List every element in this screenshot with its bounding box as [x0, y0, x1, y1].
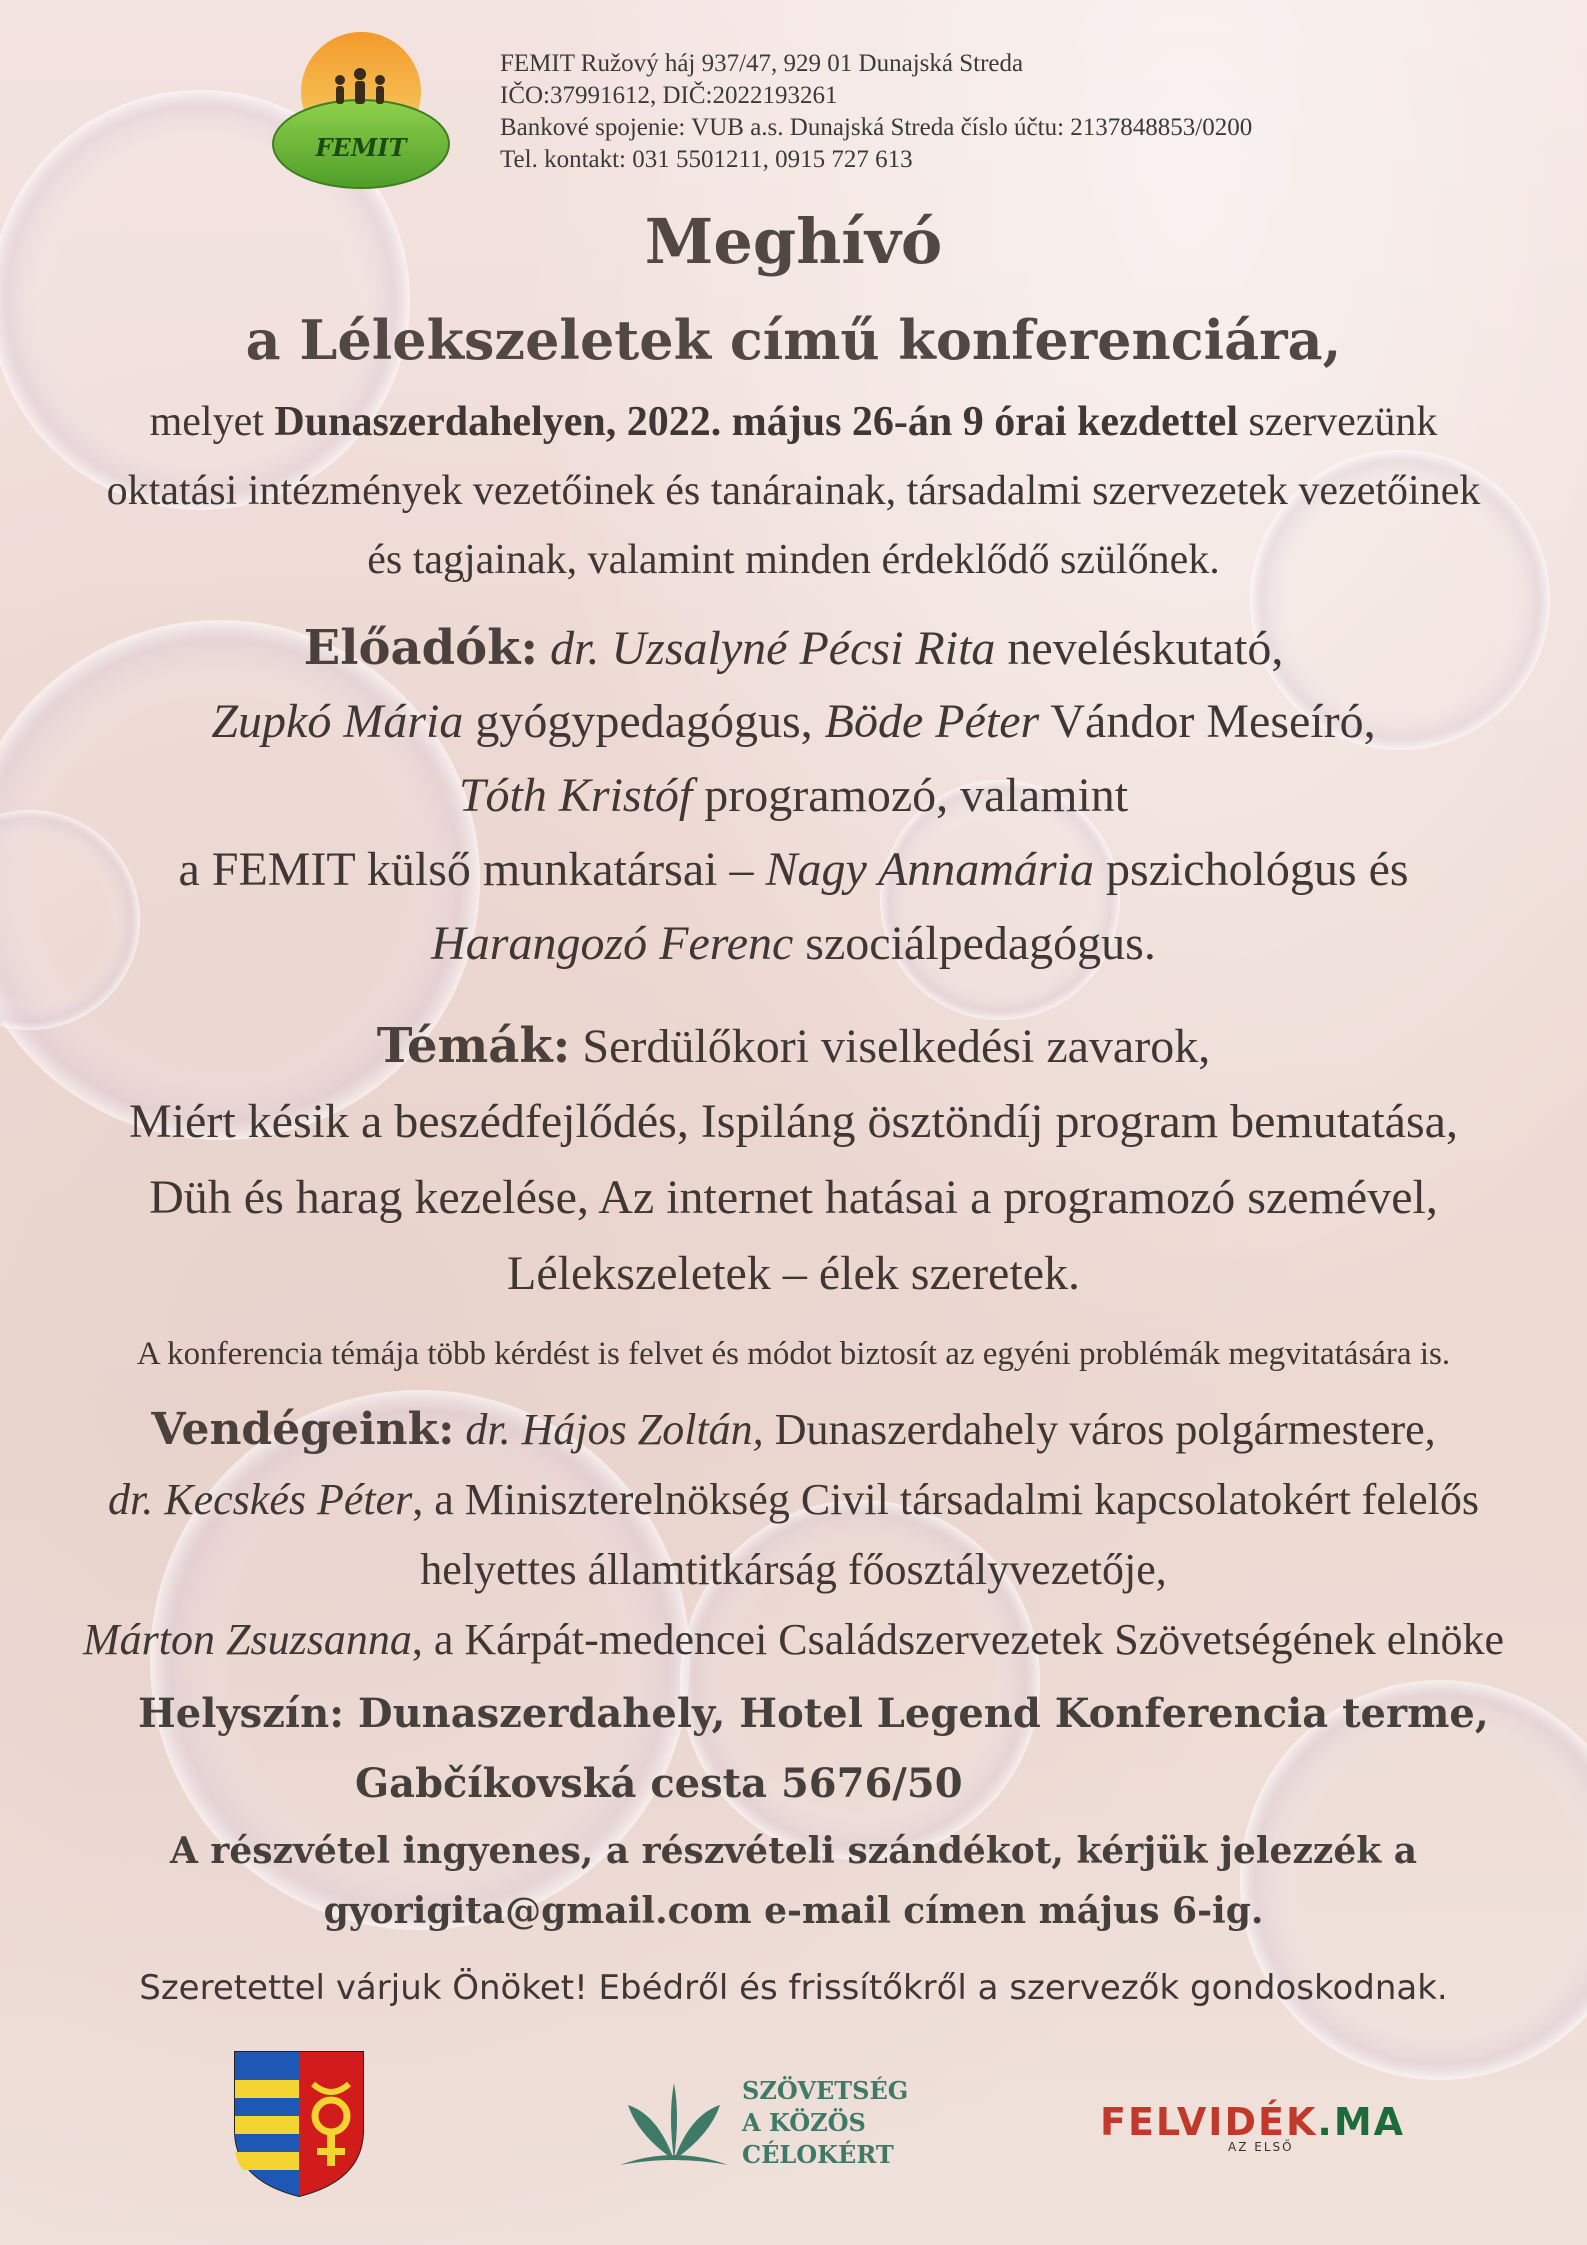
speaker-name: Nagy Annamária	[765, 843, 1094, 896]
felvidek-logo-tagline: AZ ELSŐ	[1228, 2140, 1294, 2154]
page-subtitle: a Lélekszeletek című konferenciára,	[245, 308, 1342, 372]
felvidek-logo-domain: .MA	[1317, 2100, 1406, 2144]
speaker-lead: a FEMIT külső munkatársai –	[178, 843, 754, 896]
szovetseg-logo-text	[742, 2075, 908, 2171]
speaker-role: programozó, valamint	[704, 769, 1129, 822]
topics-label: Témák:	[376, 1018, 571, 1074]
topic-text: Serdülőkori viselkedési zavarok,	[582, 1020, 1211, 1073]
page-title: Meghívó	[644, 205, 943, 278]
speaker-name: dr. Uzsalyné Pécsi Rita	[550, 622, 996, 675]
topics-line-4: Lélekszeletek – élek szeretek.	[507, 1247, 1080, 1300]
guests-line-3: helyettes államtitkárság főosztályvezetője,	[420, 1545, 1167, 1594]
speaker-name: Zupkó Mária	[211, 695, 464, 748]
intro-lead: melyet	[149, 399, 264, 445]
ids-line: IČO:37991612, DIČ:2022193261	[500, 82, 838, 109]
organization-contact-block	[500, 48, 1252, 176]
guest-name: dr. Hájos Zoltán,	[465, 1405, 764, 1454]
speaker-name: Böde Péter	[824, 695, 1040, 748]
szovetseg-leaf-logo	[618, 2075, 730, 2185]
closing-line: Szeretettel várjuk Önöket! Ebédről és frissítőkről a szervezők gondoskodnak.	[139, 1968, 1448, 2008]
registration-line-1: A részvétel ingyenes, a részvételi szándékot, kérjük jelezzék a	[169, 1830, 1418, 1872]
szovetseg-text-line: CÉLOKÉRT	[742, 2140, 894, 2169]
intro-tail: szervezünk	[1248, 399, 1438, 445]
femit-logo-text: FEMIT	[315, 133, 407, 162]
speaker-role: pszichológus és	[1105, 843, 1409, 896]
speaker-name: Tóth Kristóf	[458, 769, 693, 822]
intro-line-3: és tagjainak, valamint minden érdeklődő szülőnek.	[367, 537, 1220, 583]
intro-line-1	[0, 398, 1587, 446]
guests-line-4	[0, 1614, 1587, 1665]
bank-line: Bankové spojenie: VUB a.s. Dunajská Streda číslo účtu: 2137848853/0200	[500, 114, 1253, 141]
guest-role: Dunaszerdahely város polgármestere,	[774, 1405, 1436, 1454]
conference-note: A konferencia témája több kérdést is felvet és módot biztosít az egyéni problémák megvitatására is.	[136, 1336, 1451, 1372]
venue-line-2: Gabčíkovská cesta 5676/50	[355, 1760, 963, 1807]
guests-line-1	[0, 1404, 1587, 1455]
intro-line-2: oktatási intézmények vezetőinek és tanárainak, társadalmi szervezetek vezetőinek	[106, 468, 1481, 514]
guest-name: Márton Zsuzsanna	[83, 1615, 412, 1664]
szovetseg-text-line: A KÖZÖS	[742, 2108, 866, 2137]
speakers-label: Előadók:	[303, 620, 539, 676]
speaker-role: szociálpedagógus.	[805, 917, 1156, 970]
phone-line: Tel. kontakt: 031 5501211, 0915 727 613	[500, 146, 913, 173]
speaker-role: neveléskutató,	[1007, 622, 1284, 675]
speaker-role: gyógypedagógus,	[475, 695, 813, 748]
topics-line-3: Düh és harag kezelése, Az internet hatásai a programozó szemével,	[149, 1171, 1438, 1224]
speaker-role: Vándor Meseíró,	[1050, 695, 1376, 748]
femit-logo	[268, 22, 454, 192]
topics-line-2: Miért késik a beszédfejlődés, Ispiláng ösztöndíj program bemutatása,	[129, 1095, 1458, 1148]
guests-label: Vendégeink:	[151, 1404, 455, 1455]
guest-role: , a Miniszterelnökség Civil társadalmi kapcsolatokért felelős	[412, 1475, 1479, 1524]
speaker-name: Harangozó Ferenc	[431, 917, 794, 970]
speakers-line-3	[0, 768, 1587, 823]
felvidek-ma-logo	[1100, 2100, 1405, 2144]
city-coat-of-arms-logo	[233, 2050, 365, 2198]
registration-line-2: gyorigita@gmail.com e-mail címen május 6-ig.	[323, 1890, 1264, 1932]
topics-line-1	[0, 1018, 1587, 1074]
address-line: FEMIT Ružový háj 937/47, 929 01 Dunajská Streda	[500, 50, 1024, 77]
speakers-line-4	[0, 842, 1587, 897]
guest-name: dr. Kecskés Péter	[108, 1475, 413, 1524]
venue-line-1: Helyszín: Dunaszerdahely, Hotel Legend Konferencia terme,	[138, 1690, 1489, 1737]
speakers-line-1	[0, 620, 1587, 676]
intro-date: Dunaszerdahelyen, 2022. május 26-án 9 órai kezdettel	[274, 399, 1238, 445]
felvidek-logo-word: FELVIDÉK	[1100, 2100, 1318, 2144]
szovetseg-text-line: SZÖVETSÉG	[742, 2076, 909, 2105]
speakers-line-5	[0, 916, 1587, 971]
guests-line-2	[0, 1474, 1587, 1525]
guest-role: , a Kárpát-medencei Családszervezetek Szövetségének elnöke	[411, 1615, 1504, 1664]
speakers-line-2	[0, 694, 1587, 749]
